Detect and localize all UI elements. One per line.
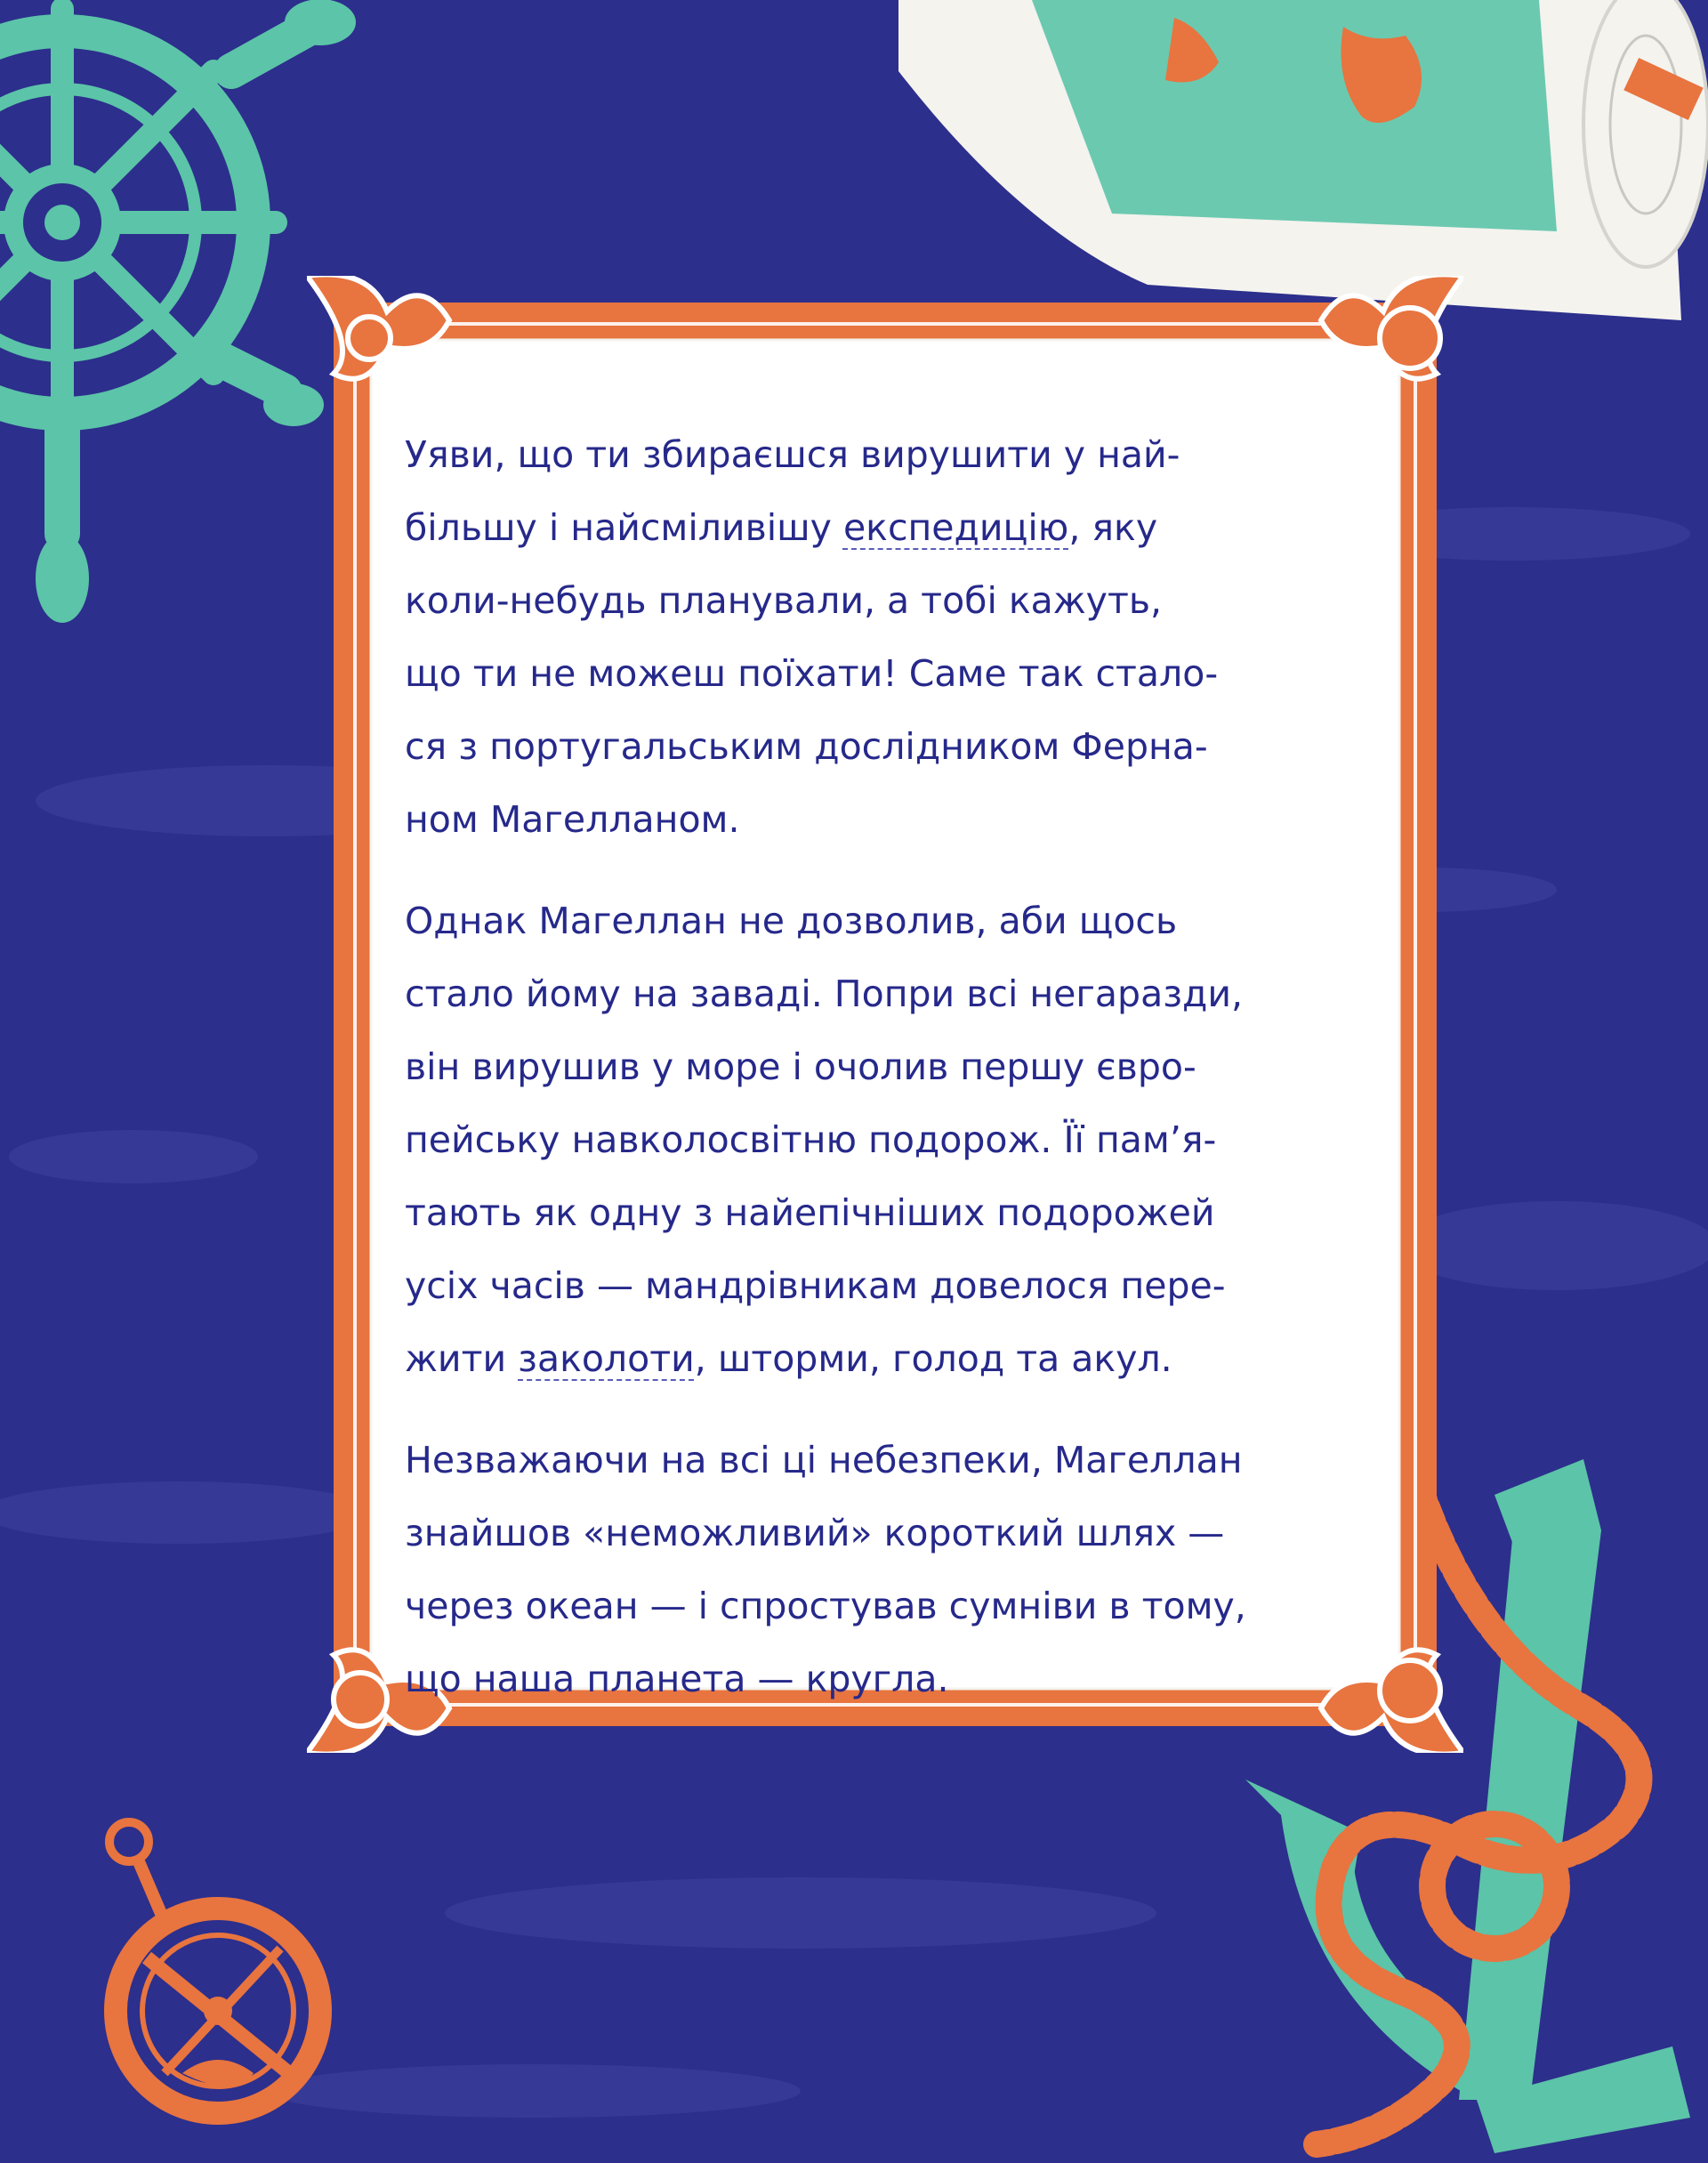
glossary-term-mutinies[interactable]: заколоти [518,1337,695,1380]
astrolabe-icon [85,1806,342,2162]
text-line: ном Магелланом. [405,798,740,841]
text-fragment: , шторми, голод та акул. [694,1337,1172,1380]
text-line: знайшов «неможливий» короткий шлях — [405,1512,1225,1554]
text-line: що ти не можеш поїхати! Саме так стало- [405,652,1219,695]
text-line [405,491,1339,564]
text-line: стало йому на заваді. Попри всі негаразди, [405,973,1244,1015]
text-line: усіх часів — мандрівникам довелося пере- [405,1264,1226,1307]
text-line: він вирушив у море і очолив першу євро- [405,1045,1196,1088]
text-line [405,1322,1339,1395]
paragraph-1 [405,418,1339,856]
paragraph-3 [405,1424,1339,1715]
text-line: ся з португальським дослідником Ферна- [405,725,1208,768]
story-text [405,418,1339,1700]
text-fragment: жити [405,1337,519,1380]
text-line: коли-небудь планували, а тобі кажуть, [405,579,1163,622]
text-line: Незважаючи на всі ці небезпеки, Магеллан [405,1439,1243,1481]
text-line: Уяви, що ти збираєшся вирушити у най- [405,433,1180,476]
text-line: тають як одну з найепічніших подорожей [405,1191,1215,1234]
paragraph-2 [405,884,1339,1395]
glossary-term-expedition[interactable]: експедицію [842,506,1069,549]
text-line: що наша планета — кругла. [405,1658,949,1700]
text-fragment: , яку [1068,506,1158,549]
text-fragment: більшу і найсміливішу [405,506,843,549]
text-line: Однак Магеллан не дозволив, аби щось [405,900,1178,942]
text-line: пейську навколосвітню подорож. Її пам’я- [405,1118,1217,1161]
text-line: через океан — і спростував сумніви в тому, [405,1585,1246,1627]
